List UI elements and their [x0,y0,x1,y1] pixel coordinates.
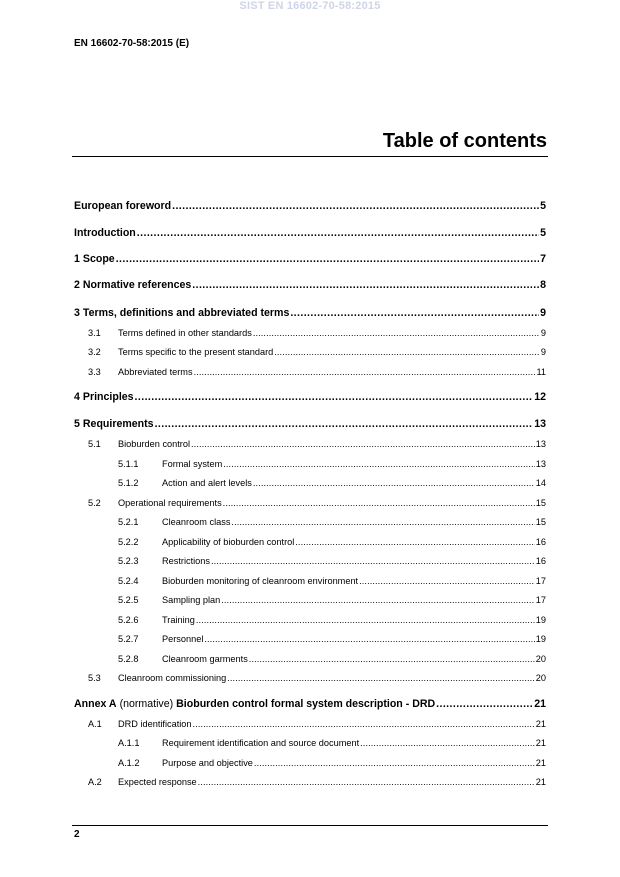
toc-entry-page: 19 [535,615,546,625]
toc-entry[interactable] [74,776,546,788]
toc-entry-number: 5.2.3 [118,556,139,566]
toc-entry-title: Applicability of bioburden control [162,537,295,547]
toc-entry-title: Personnel [162,634,204,644]
toc-entry[interactable] [74,497,546,509]
toc-entry-page: 21 [535,758,546,768]
toc-entry-page: 12 [534,391,546,403]
toc-entry-title: Purpose and objective [162,758,253,768]
toc-entry-number: 5.2.8 [118,654,139,664]
dot-leader [204,633,534,645]
toc-entry[interactable] [74,327,546,339]
toc-entry-number: 4 [74,391,80,403]
toc-entry-title: Terms specific to the present standard [118,347,274,357]
toc-entry[interactable] [74,757,546,769]
toc-entry[interactable] [74,438,546,450]
toc-entry-page: 13 [535,459,546,469]
toc-entry[interactable] [74,458,546,470]
toc-entry-title: Cleanroom garments [162,654,248,664]
toc-entry-number: 5.3 [88,673,101,683]
toc-entry-title: Training [162,615,195,625]
toc-entry-title: Abbreviated terms [118,367,193,377]
toc-entry-title: Operational requirements [118,498,222,508]
toc-entry-page: 5 [540,227,546,239]
dot-leader [193,718,535,730]
toc-entry[interactable] [74,698,546,711]
toc-entry-page: 21 [535,719,546,729]
toc-entry-title: Scope [82,253,115,265]
toc-entry-title: Terms, definitions and abbreviated terms [82,307,290,319]
title-divider [72,156,548,157]
toc-entry[interactable] [74,346,546,358]
toc-entry-number: A.1 [88,719,102,729]
dot-leader [254,757,535,769]
toc-entry-title: Normative references [82,279,192,291]
toc-entry-title: Requirement identification and source document [162,738,360,748]
toc-entry[interactable] [74,633,546,645]
dot-leader [223,497,535,509]
toc-entry-title: Formal system [162,459,223,469]
toc-entry[interactable] [74,253,546,266]
dot-leader [290,307,539,320]
toc-entry-page: 9 [540,328,546,338]
toc-entry-title: Sampling plan [162,595,221,605]
toc-entry[interactable] [74,227,546,240]
dot-leader [221,594,535,606]
toc-entry[interactable] [74,418,546,431]
toc-entry[interactable] [74,672,546,684]
toc-entry-page: 21 [535,777,546,787]
toc-entry-number: 5.2 [88,498,101,508]
toc-entry[interactable] [74,653,546,665]
dot-leader [227,672,535,684]
page-number: 2 [74,829,80,840]
toc-entry-page: 20 [535,654,546,664]
page-title: Table of contents [382,130,547,152]
dot-leader [198,776,535,788]
toc-entry-number: 5.2.1 [118,517,139,527]
toc-entry-number: 5.1 [88,439,101,449]
toc-entry[interactable] [74,536,546,548]
dot-leader [231,516,534,528]
toc-entry[interactable] [74,200,546,213]
toc-entry-number: 3.2 [88,347,101,357]
toc-entry-number: 1 [74,253,80,265]
toc-entry-page: 17 [535,576,546,586]
toc-entry-page: 14 [535,478,546,488]
dot-leader [249,653,535,665]
toc-entry[interactable] [74,594,546,606]
toc-entry-number: 5.2.6 [118,615,139,625]
dot-leader [253,477,535,489]
toc-entry-number: A.1.1 [118,738,140,748]
toc-entry[interactable] [74,718,546,730]
toc-entry[interactable] [74,477,546,489]
footer-divider [72,825,548,826]
toc-entry-page: 21 [535,738,546,748]
toc-entry[interactable] [74,575,546,587]
toc-entry-page: 7 [540,253,546,265]
dot-leader [191,438,535,450]
toc-entry-number: 5.2.4 [118,576,139,586]
dot-leader [359,575,535,587]
toc-entry-page: 17 [535,595,546,605]
toc-entry[interactable] [74,391,546,404]
toc-entry[interactable] [74,737,546,749]
toc-entry-number: 5.1.1 [118,459,139,469]
toc-entry-title: Terms defined in other standards [118,328,252,338]
watermark: SIST EN 16602-70-58:2015 [239,0,381,12]
dot-leader [223,458,535,470]
dot-leader [137,227,539,240]
toc-entry-title: Cleanroom commissioning [118,673,227,683]
dot-leader [295,536,534,548]
toc-entry[interactable] [74,279,546,292]
toc-entry-number: 3 [74,307,80,319]
toc-entry-number: 3.1 [88,328,101,338]
toc-entry-title: DRD identification [118,719,192,729]
dot-leader [155,418,534,431]
toc-entry[interactable] [74,555,546,567]
toc-entry-page: 9 [540,347,546,357]
toc-entry-title: Bioburden control formal system description - DRD [176,698,436,710]
toc-entry-qualifier: (normative) [119,698,174,710]
document-id: EN 16602-70-58:2015 (E) [74,38,190,49]
toc-entry-number: A.2 [88,777,102,787]
toc-entry-title: Expected response [118,777,197,787]
toc-entry-title: Requirements [82,418,154,430]
toc-entry-number: 2 [74,279,80,291]
dot-leader [135,391,534,404]
toc-entry-page: 16 [535,556,546,566]
toc-entry-number: Annex A [74,698,117,710]
toc-entry-page: 13 [534,418,546,430]
dot-leader [253,327,540,339]
toc-entry-title: Introduction [74,227,136,239]
toc-entry-title: Bioburden monitoring of cleanroom environment [162,576,359,586]
toc-entry-page: 15 [535,517,546,527]
dot-leader [172,200,539,213]
toc-entry[interactable] [74,307,546,320]
toc-entry-number: 5.2.7 [118,634,139,644]
toc-entry-number: 5 [74,418,80,430]
toc-entry-number: 5.1.2 [118,478,139,488]
toc-entry-page: 20 [535,673,546,683]
toc-entry-title: European foreword [74,200,172,212]
dot-leader [196,614,535,626]
toc-entry-title: Restrictions [162,556,210,566]
toc-entry-number: 5.2.2 [118,537,139,547]
toc-entry[interactable] [74,516,546,528]
toc-entry-page: 5 [540,200,546,212]
dot-leader [211,555,535,567]
toc-entry-title: Bioburden control [118,439,191,449]
toc-entry-number: 5.2.5 [118,595,139,605]
toc-entry[interactable] [74,614,546,626]
toc-entry-page: 19 [535,634,546,644]
dot-leader [194,366,536,378]
toc-entry[interactable] [74,366,546,378]
toc-entry-page: 21 [534,698,546,710]
toc-entry-page: 9 [540,307,546,319]
toc-entry-title: Action and alert levels [162,478,252,488]
toc-entry-number: A.1.2 [118,758,140,768]
toc-entry-page: 15 [535,498,546,508]
toc-entry-number: 3.3 [88,367,101,377]
dot-leader [116,253,539,266]
toc-entry-title: Principles [82,391,134,403]
toc-entry-page: 11 [536,367,546,377]
toc-entry-page: 16 [535,537,546,547]
dot-leader [436,698,533,711]
toc-entry-page: 13 [535,439,546,449]
dot-leader [360,737,535,749]
toc-entry-title: Cleanroom class [162,517,231,527]
dot-leader [192,279,539,292]
dot-leader [274,346,540,358]
toc-entry-page: 8 [540,279,546,291]
